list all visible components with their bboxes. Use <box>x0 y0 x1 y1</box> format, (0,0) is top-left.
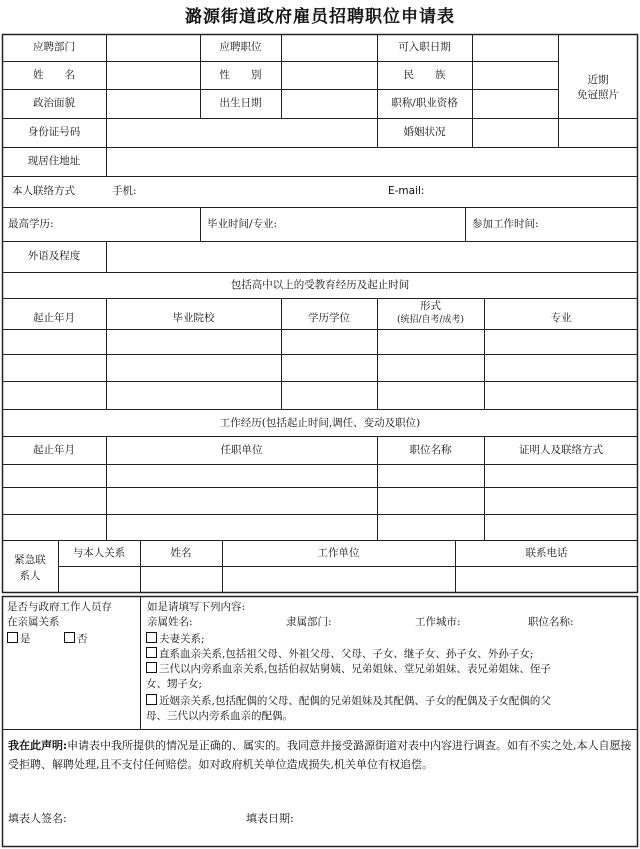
relation-option-collateral[interactable] <box>146 662 551 676</box>
in-law-label: 近姻亲关系,包括配偶的父母、配偶的兄弟姐妹及其配偶、子女的配偶及子女配偶的父 <box>159 695 551 707</box>
edu-col-school: 毕业院校 <box>172 312 215 324</box>
emergency-col-relation: 与本人关系 <box>72 547 126 559</box>
label-start-date: 可入职日期 <box>398 41 451 53</box>
collateral-kin-label-cont: 女、甥子女; <box>146 678 203 690</box>
emergency-col-phone: 联系电话 <box>525 547 568 559</box>
label-foreign-language: 外语及程度 <box>27 250 81 262</box>
label-graduation-major: 毕业时间/专业: <box>207 218 278 230</box>
label-highest-degree: 最高学历: <box>8 218 54 230</box>
label-fill-date: 填表日期: <box>246 812 294 825</box>
edu-col-form: 形式 <box>420 300 441 312</box>
label-name: 姓 名 <box>33 69 75 81</box>
label-relative-dept: 隶属部门: <box>286 616 332 628</box>
relation-option-in-law[interactable] <box>146 694 551 708</box>
relation-option-spouse[interactable] <box>146 632 205 646</box>
label-relative-name: 亲属姓名: <box>147 616 193 628</box>
label-apply-dept: 应聘部门 <box>33 41 75 53</box>
emergency-col-unit: 工作单位 <box>317 547 360 559</box>
photo-label-line2: 免冠照片 <box>577 89 619 101</box>
relation-question-line2: 在亲属关系 <box>7 616 60 628</box>
work-col-reference: 证明人及联络方式 <box>519 444 603 456</box>
spouse-label: 夫妻关系; <box>159 633 205 645</box>
label-id-number: 身份证号码 <box>27 126 81 138</box>
edu-col-time: 起止年月 <box>33 312 75 324</box>
direct-kin-checkbox[interactable] <box>146 647 157 658</box>
emergency-label-line1: 紧急联 <box>14 554 46 566</box>
yes-label: 是 <box>20 633 31 645</box>
label-mobile: 手机: <box>112 185 137 197</box>
label-marital-status: 婚姻状况 <box>403 126 446 138</box>
label-ethnicity: 民 族 <box>403 69 446 81</box>
label-gender: 性 别 <box>219 69 262 81</box>
in-law-checkbox[interactable] <box>146 694 157 705</box>
direct-kin-label: 直系血亲关系,包括祖父母、外祖父母、父母、子女、继子女、孙子女、外孙子女; <box>159 648 534 660</box>
label-email: E-mail: <box>388 185 425 197</box>
emergency-label-line2: 系人 <box>19 570 41 582</box>
label-politics: 政治面貌 <box>33 97 75 109</box>
photo-label-line1: 近期 <box>587 74 609 86</box>
work-section-title: 工作经历(包括起止时间,调任、变动及职位) <box>219 417 421 429</box>
relation-question-line1: 是否与政府工作人员存 <box>7 601 112 613</box>
emergency-col-name: 姓名 <box>170 547 192 559</box>
edu-col-form-types: (统招/自考/成考) <box>396 315 465 325</box>
declaration-body: 申请表中我所提供的情况是正确的、属实的。我同意并接受潞源街道对表中内容进行调查。如有不实之处,本人自愿接受拒聘、解聘处理,且不支付任何赔偿。如对政府机关单位造成损失,机关单位有权追偿。 <box>8 739 632 771</box>
collateral-kin-checkbox[interactable] <box>146 662 157 673</box>
declaration-text <box>8 736 632 774</box>
label-relative-position: 职位名称: <box>528 616 574 628</box>
work-col-position: 职位名称 <box>409 444 452 456</box>
label-birth-date: 出生日期 <box>219 97 262 109</box>
spouse-checkbox[interactable] <box>146 632 157 643</box>
collateral-kin-label: 三代以内旁系血亲关系,包括伯叔姑舅姨、兄弟姐妹、堂兄弟姐妹、表兄弟姐妹、侄子 <box>159 663 551 675</box>
label-address: 现居住地址 <box>27 155 81 167</box>
form-title: 潞源街道政府雇员招聘职位申请表 <box>185 7 455 27</box>
education-section-title: 包括高中以上的受教育经历及起止时间 <box>230 279 410 291</box>
label-relative-city: 工作城市: <box>415 616 461 628</box>
yes-checkbox[interactable] <box>7 632 18 643</box>
in-law-label-cont: 母、三代以内旁系血亲的配偶。 <box>146 710 293 722</box>
label-work-start-time: 参加工作时间: <box>472 218 539 230</box>
relation-yes-option[interactable] <box>7 632 31 646</box>
relation-fill-instruction: 如是请填写下列内容: <box>147 601 246 613</box>
work-col-time: 起止年月 <box>33 444 75 456</box>
no-checkbox[interactable] <box>64 632 75 643</box>
label-apply-position: 应聘职位 <box>219 41 262 53</box>
no-label: 否 <box>77 633 88 645</box>
declaration-lead: 我在此声明: <box>8 739 68 752</box>
label-contact: 本人联络方式 <box>12 185 75 197</box>
edu-col-major: 专业 <box>550 312 572 324</box>
edu-col-degree: 学历学位 <box>308 312 350 324</box>
label-professional-title: 职称/职业资格 <box>391 97 458 109</box>
label-signature: 填表人签名: <box>8 812 67 825</box>
relation-no-option[interactable] <box>64 632 88 646</box>
relation-option-direct[interactable] <box>146 647 533 661</box>
work-col-unit: 任职单位 <box>220 444 263 456</box>
